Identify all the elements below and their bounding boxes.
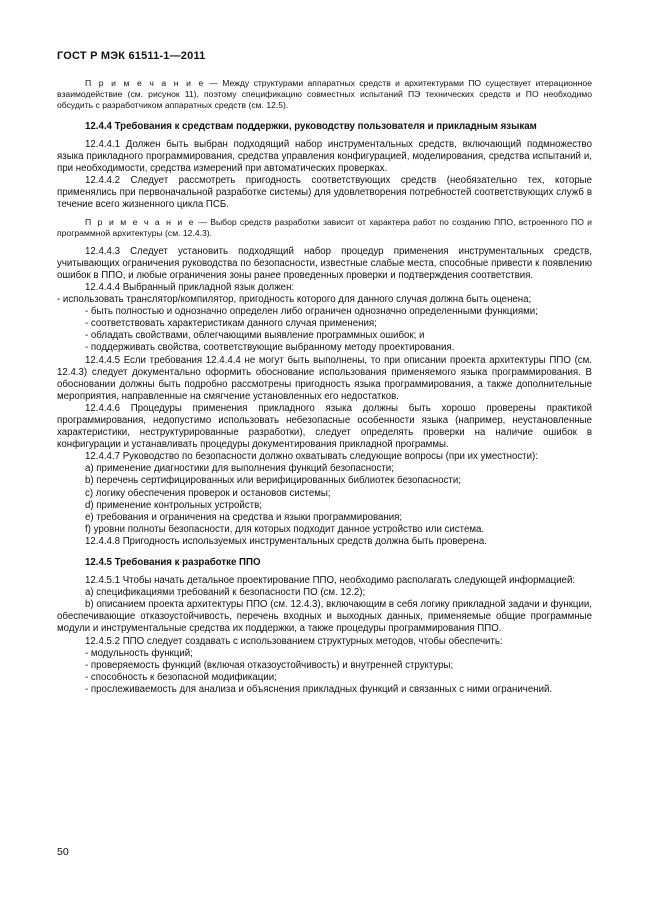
list-item: a) применение диагностики для выполнения функций безопасности; [85,463,394,475]
paragraph-12-4-4-7: 12.4.4.7 Руководство по безопасности должно охватывать следующие вопросы (при их уместности): [85,451,538,463]
document-header: ГОСТ Р МЭК 61511-1—2011 [57,50,206,62]
list-item: - поддерживать свойства, соответствующие выбранному методу проектирования. [85,342,455,354]
paragraph-12-4-4-5: 12.4.4.5 Если требования 12.4.4.4 не могут быть выполнены, то при описании проекта архитектуры ППО (см. 12.4.3) следует документально оформить обоснование использования применяемого языка программирования. В обосновании должны быть подробно рассмотрены пригодность языка программирования, а также дополнительные мероприятия, направленные на смягчение установленных его недостатков. [57,354,592,402]
list-item: e) требования и ограничения на средства и языки программирования; [85,511,403,523]
paragraph-12-4-4-6: 12.4.4.6 Процедуры применения прикладного языка должны быть хорошо проверены практикой программирования, недопустимо использовать небезопасные особенности языка (например, неустановленные характеристики, неструктурированные разработки), следует определять проверки на наличие ошибок в конфигурации и устанавливать процедуры документирования прикладной программы. [57,402,592,451]
section-heading-12-4-4: 12.4.4 Требования к средствам поддержки, руководству пользователя и прикладным языкам [85,120,537,132]
list-item: b) перечень сертифицированных или верифицированных библиотек безопасности; [85,475,461,487]
paragraph-12-4-4-2: 12.4.4.2 Следует рассмотреть пригодность соответствующих средств (необязательно тех, которые применялись при первоначальной разработке системы) для удовлетворения потребностей соответствующих служб в течение всего жизненного цикла ПСБ. [57,174,592,211]
list-item: c) логику обеспечения проверок и остановов системы; [85,487,331,499]
paragraph-12-4-4-8: 12.4.4.8 Пригодность используемых инструментальных средств должна быть проверена. [85,535,487,547]
note-text: — Выбор средств разработки зависит от характера работ по созданию ППО, встроенного ПО и программной архитектуры (см. 12.4.3). [57,217,592,239]
list-item: - модульность функций; [85,647,193,659]
paragraph-12-4-5-1: 12.4.5.1 Чтобы начать детальное проектирование ППО, необходимо располагать следующей информацией: [85,575,576,587]
list-item: a) спецификациями требований к безопасности ПО (см. 12.2); [85,587,366,599]
note-text: — Между структурами аппаратных средств и архитектурами ПО существует итерационное взаимодействие (см. рисунок 11), поэтому спецификацию совместных испытаний ПЭ технических средств и ПО необходимо обсудить с разработчиком аппаратных средств (см. 12.5). [57,78,592,111]
list-item: - прослеживаемость для анализа и объяснения прикладных функций и связанных с ними ограничений. [85,683,553,695]
list-item: - обладать свойствами, облегчающими выявление программных ошибок; и [85,330,425,342]
section-heading-12-4-5: 12.4.5 Требования к разработке ППО [85,557,261,569]
list-item: - проверяемость функций (включая отказоустойчивость) и внутренней структуры; [85,659,454,671]
list-item: - способность к безопасной модификации; [85,671,277,683]
note-2 [57,217,592,239]
list-item: - быть полностью и однозначно определен либо ограничен однозначно определенными функциями; [85,306,538,318]
list-item: - использовать транслятор/компилятор, пригодность которого для данного случая должна быть оценена; [57,294,532,306]
list-item: b) описанием проекта архитектуры ППО (см. 12.4.3), включающим в себя логику прикладной задачи и функции, обеспечивающие отказоустойчивость, перечень входных и выходных данных, применяемые общие программные модули и инструментальные средства их поддержки, а также процедуры программирования ППО. [57,599,592,635]
note-label: П р и м е ч а н и е [85,217,196,228]
note-1 [57,78,592,112]
list-item: f) уровни полноты безопасности, для которых подходит данное устройство или система. [85,523,485,535]
page-number: 50 [57,846,69,858]
paragraph-12-4-4-3: 12.4.4.3 Следует установить подходящий набор процедур применения инструментальных средств, учитывающих ограничения руководства по безопасности, известные слабые места, способные привести к появлению ошибок в ППО, и любые ограничения зоны ранее проведенных проверки и подтверждения соответствия. [57,245,592,281]
list-item: - соответствовать характеристикам данного случая применения; [85,318,377,330]
paragraph-12-4-4-1: 12.4.4.1 Должен быть выбран подходящий набор инструментальных средств, включающий подмножество языка прикладного программирования, средства управления конфигурацией, моделирования, средства испытаний и, при необходимости, средства измерений при автоматических проверках. [57,138,592,174]
paragraph-12-4-5-2: 12.4.5.2 ППО следует создавать с использованием структурных методов, чтобы обеспечить: [85,635,503,647]
document-body [57,78,592,696]
paragraph-12-4-4-4: 12.4.4.4 Выбранный прикладной язык должен: [85,281,295,293]
note-label: П р и м е ч а н и е [85,78,205,88]
list-item: d) применение контрольных устройств; [85,499,262,511]
